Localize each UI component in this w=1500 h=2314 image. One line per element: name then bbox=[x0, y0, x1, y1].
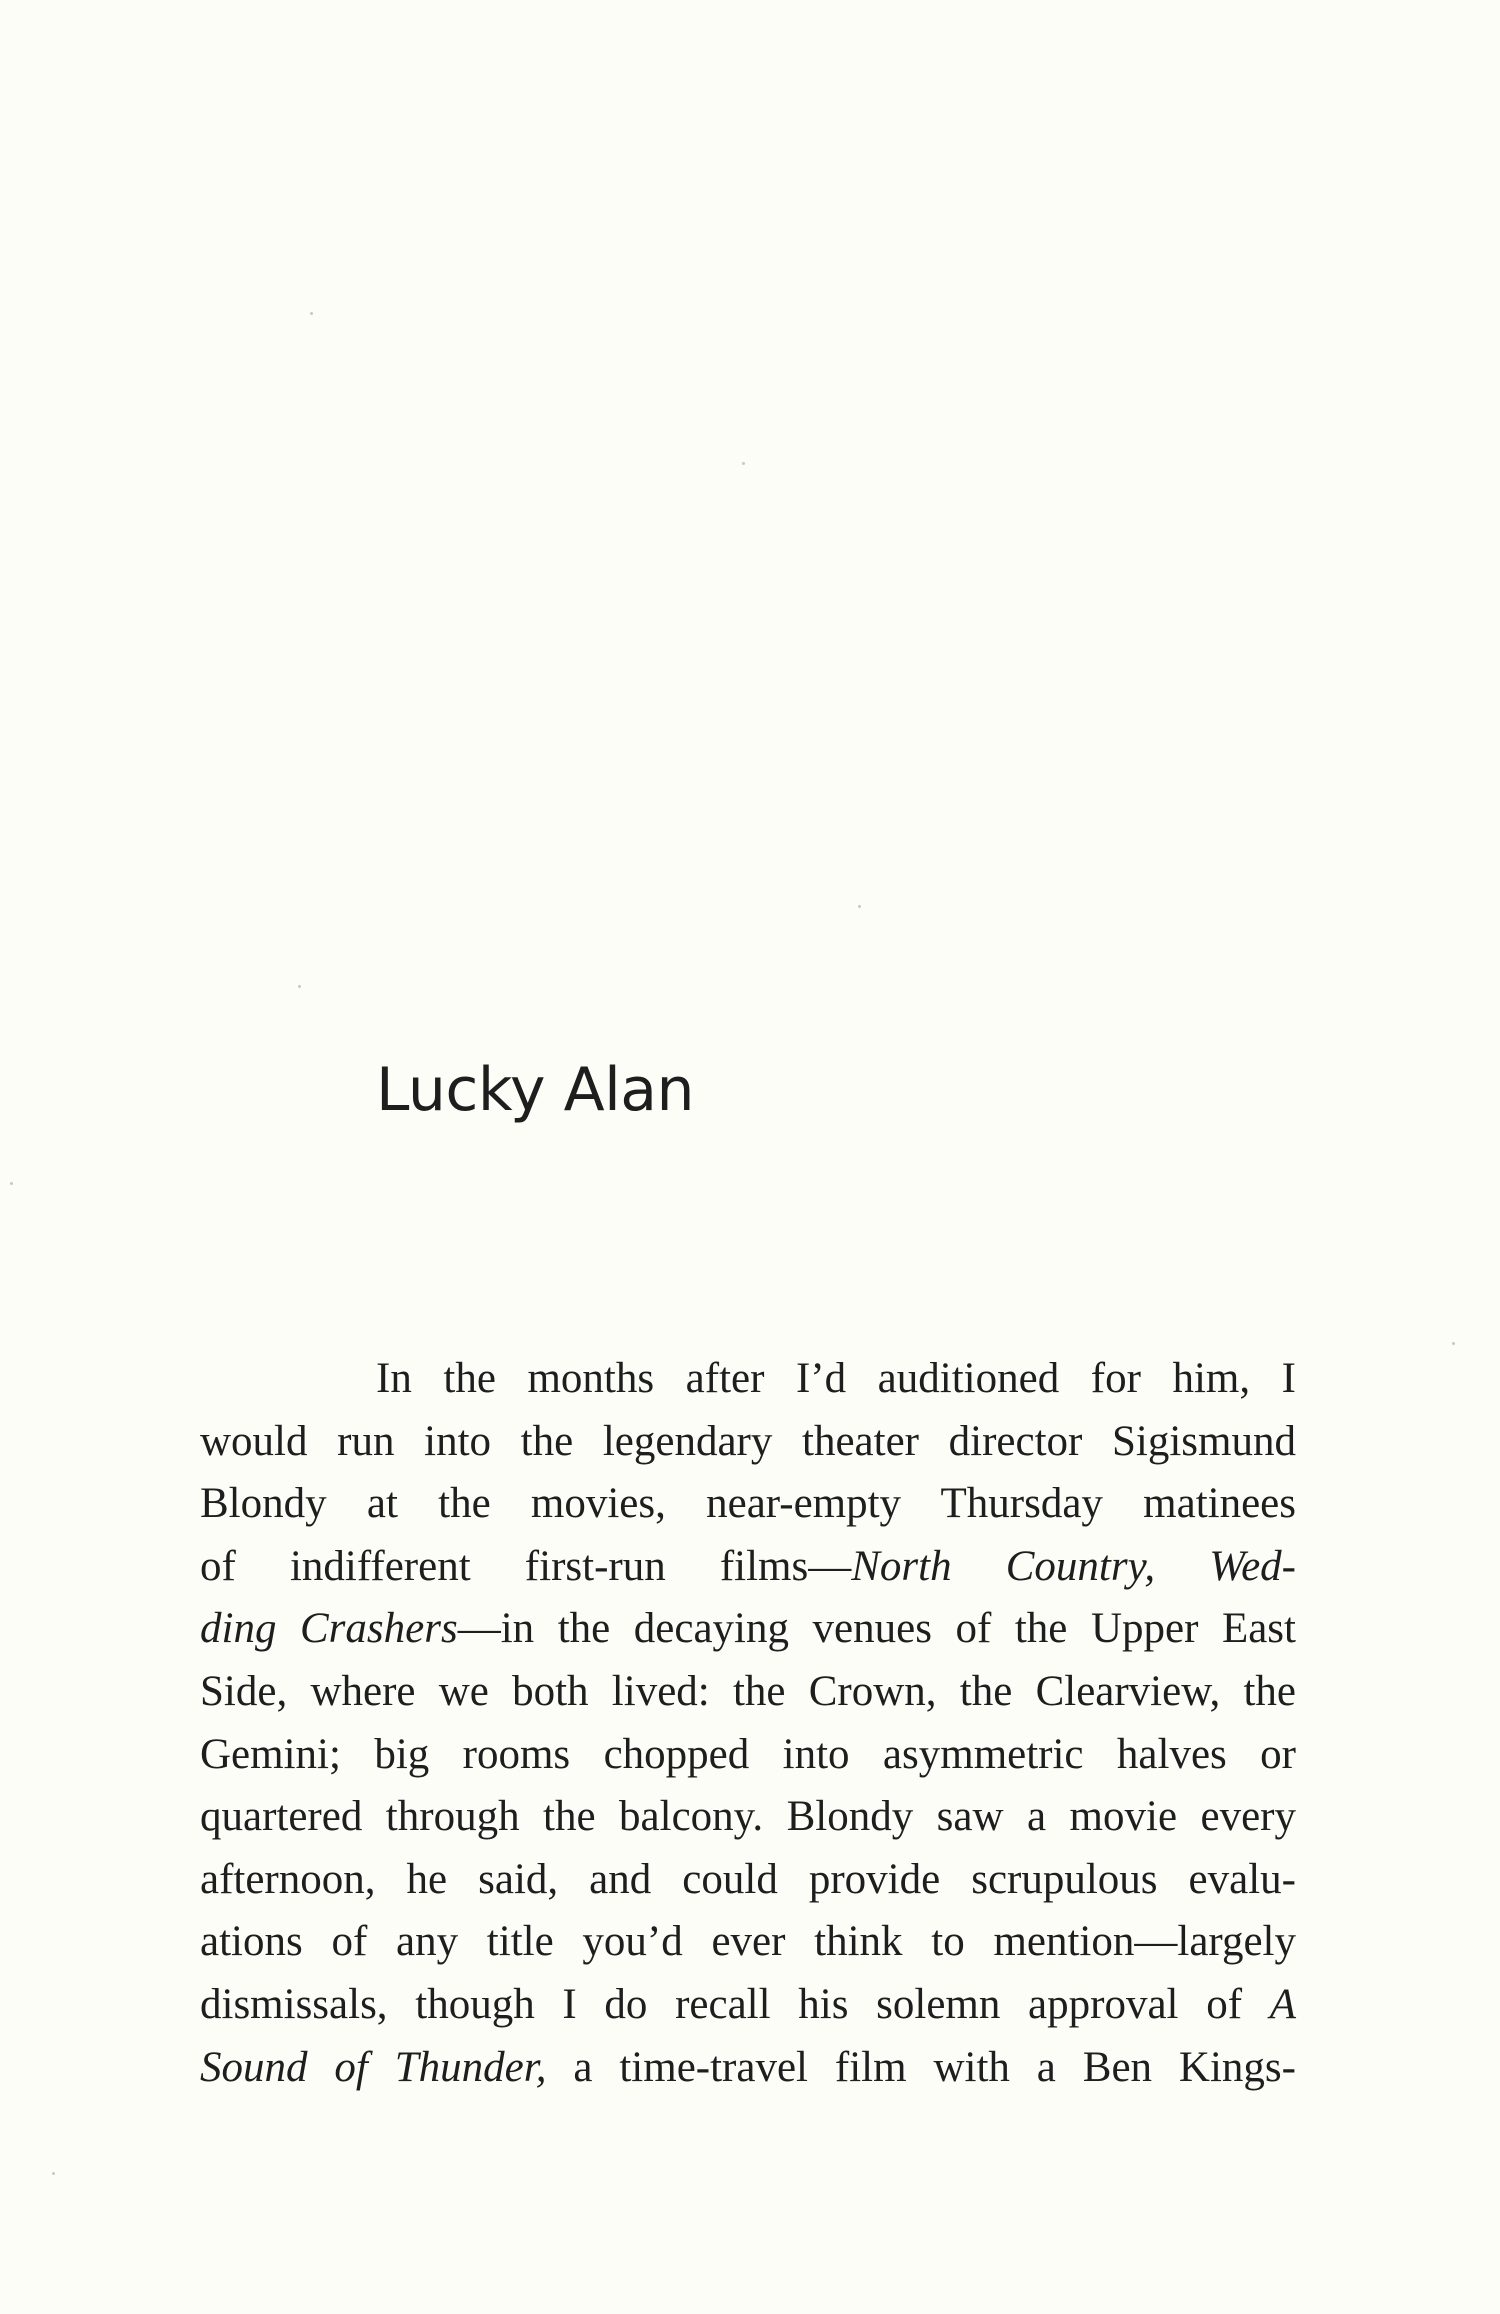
text-line bbox=[200, 1348, 1296, 1411]
text-segment: a time-travel film with a Ben Kings- bbox=[546, 2043, 1296, 2091]
chapter-title: Lucky Alan bbox=[376, 1055, 695, 1125]
text-segment: afternoon, he said, and could provide scrupulous evalu- bbox=[200, 1855, 1296, 1903]
italic-title-text: Sound of Thunder, bbox=[200, 2043, 547, 2091]
text-line bbox=[200, 1473, 1296, 1536]
scan-speck bbox=[52, 2172, 55, 2175]
text-segment: Side, where we both lived: the Crown, the Clearview, the bbox=[200, 1667, 1296, 1715]
scan-speck bbox=[298, 985, 301, 988]
text-line bbox=[200, 1598, 1296, 1661]
scan-speck bbox=[858, 905, 861, 908]
italic-title-text: A bbox=[1269, 1980, 1296, 2028]
scan-speck bbox=[1452, 1342, 1455, 1345]
text-segment: ations of any title you’d ever think to mention—largely bbox=[200, 1918, 1296, 1966]
text-segment: dismissals, though I do recall his solemn approval of bbox=[200, 1980, 1270, 2028]
text-segment: of indifferent first-run films— bbox=[200, 1542, 852, 1590]
text-line bbox=[200, 1536, 1296, 1599]
scan-speck bbox=[310, 312, 313, 315]
scan-speck bbox=[742, 462, 745, 465]
text-segment: Blondy at the movies, near-empty Thursday matinees bbox=[200, 1480, 1296, 1528]
text-segment: In the months after I’d auditioned for him, I bbox=[376, 1355, 1296, 1402]
italic-title-text: ding Crashers bbox=[200, 1605, 458, 1653]
body-text bbox=[200, 1348, 1296, 2099]
text-line bbox=[200, 1786, 1296, 1849]
text-segment: quartered through the balcony. Blondy saw a movie every bbox=[200, 1793, 1296, 1841]
italic-title-text: North Country, Wed- bbox=[851, 1542, 1296, 1590]
text-segment: Gemini; big rooms chopped into asymmetric halves or bbox=[200, 1730, 1296, 1778]
text-segment: —in the decaying venues of the Upper East bbox=[457, 1605, 1296, 1653]
text-segment: would run into the legendary theater director Sigismund bbox=[200, 1417, 1296, 1465]
text-line bbox=[200, 1974, 1296, 2037]
text-line bbox=[200, 1849, 1296, 1912]
text-line bbox=[200, 1661, 1296, 1724]
text-line bbox=[200, 1911, 1296, 1974]
text-line bbox=[200, 2037, 1296, 2100]
scan-speck bbox=[10, 1182, 13, 1185]
text-line bbox=[200, 1411, 1296, 1474]
text-line bbox=[200, 1724, 1296, 1787]
